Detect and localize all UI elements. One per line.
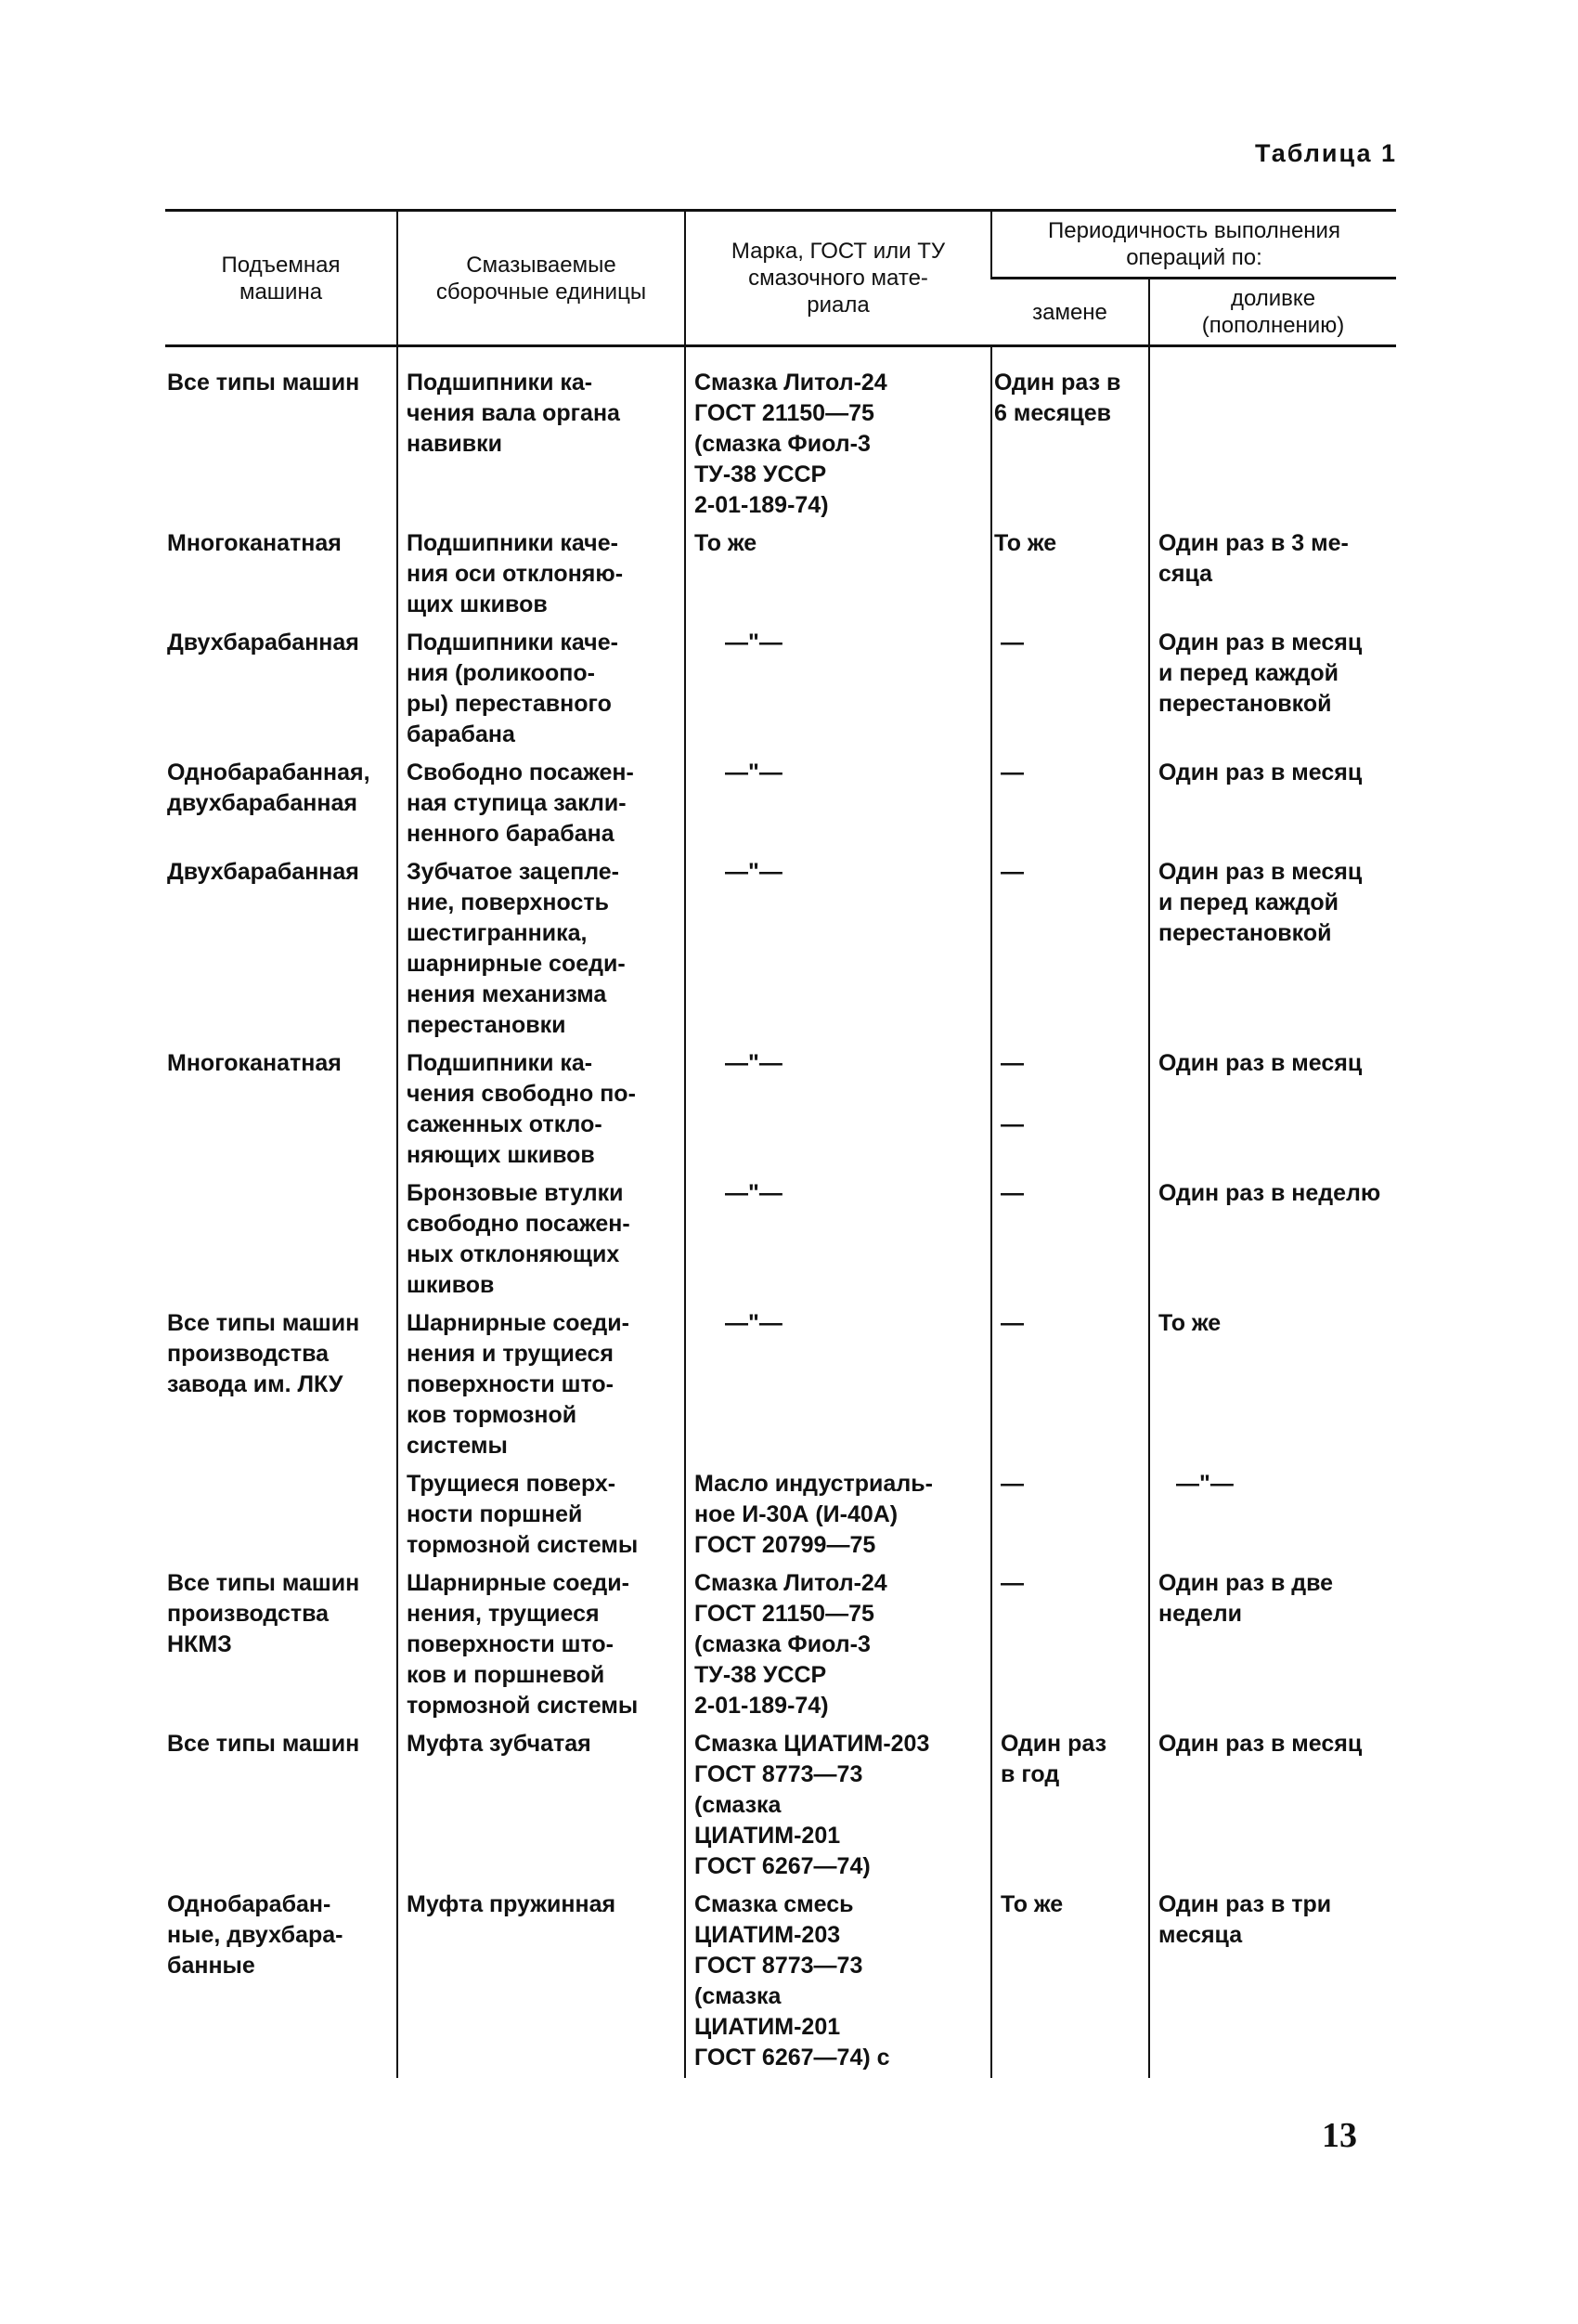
cell-replace: — (991, 1175, 1149, 1305)
cell-machine: Все типы машин производства завода им. ЛКУ (167, 1310, 360, 1397)
cell-replace: — (991, 1565, 1149, 1726)
cell-refill: Один раз в месяц и перед каждой перестановкой (1149, 854, 1396, 1045)
cell-unit: Муфта зубчатая (397, 1726, 685, 1887)
cell-material: —"— (685, 854, 991, 1045)
cell-refill: Один раз в 3 ме- сяца (1149, 526, 1396, 625)
lubrication-table (165, 209, 1396, 2078)
cell-replace: То же (991, 526, 1149, 625)
cell-machine (165, 1466, 397, 1565)
cell-replace: — (991, 854, 1149, 1045)
table-row (165, 346, 1396, 526)
cell-refill: Один раз в месяц (1149, 1045, 1396, 1175)
table-caption: Таблица 1 (1254, 139, 1397, 167)
table-row (165, 1305, 1396, 1466)
header-refill: доливке (пополнению) (1149, 279, 1396, 346)
cell-material: —"— (685, 1305, 991, 1466)
cell-machine: Многоканатная (167, 1050, 342, 1076)
table-row (165, 755, 1396, 854)
table-row (165, 526, 1396, 625)
cell-unit: Подшипники ка- чения вала органа навивки (397, 346, 685, 526)
cell-unit: Зубчатое зацепле- ние, поверхность шестигранника, шарнирные соеди- нения механизма перестановки (397, 854, 685, 1045)
cell-machine: Однобарабан- ные, двухбара- банные (167, 1891, 343, 1979)
cell-replace: Один раз в год (991, 1726, 1149, 1887)
cell-unit: Подшипники ка- чения свободно по- саженных откло- няющих шкивов (397, 1045, 685, 1175)
cell-refill: Один раз в месяц (1149, 1726, 1396, 1887)
cell-refill: —"— (1149, 1466, 1396, 1565)
table-row (165, 1726, 1396, 1887)
cell-machine: Все типы машин производства НКМЗ (167, 1570, 360, 1657)
cell-machine: Двухбарабанная (167, 630, 359, 656)
cell-replace: То же (991, 1887, 1149, 2078)
cell-refill: Один раз в три месяца (1149, 1887, 1396, 2078)
table-row (165, 854, 1396, 1045)
cell-material: Смазка ЦИАТИМ-203 ГОСТ 8773—73 (смазка ЦИАТИМ-201 ГОСТ 6267—74) (685, 1726, 991, 1887)
cell-machine (165, 1175, 397, 1305)
header-period: Периодичность выполнения операций по: (991, 211, 1396, 279)
header-replace: замене (991, 279, 1149, 346)
cell-replace: — (991, 755, 1149, 854)
cell-unit: Свободно посажен- ная ступица закли- ненного барабана (397, 755, 685, 854)
header-units: Смазываемые сборочные единицы (397, 211, 685, 346)
cell-material: Смазка Литол-24 ГОСТ 21150—75 (смазка Фиол-3 ТУ-38 УССР 2-01-189-74) (685, 1565, 991, 1726)
cell-refill: Один раз в две недели (1149, 1565, 1396, 1726)
cell-unit: Муфта пружинная (397, 1887, 685, 2078)
page-number: 13 (1322, 2116, 1357, 2155)
cell-refill: Один раз в месяц и перед каждой перестановкой (1149, 625, 1396, 755)
cell-refill: Один раз в месяц (1149, 755, 1396, 854)
table-row (165, 625, 1396, 755)
cell-replace: — (991, 1305, 1149, 1466)
table-row (165, 1175, 1396, 1305)
header-machine: Подъемная машина (165, 211, 397, 346)
table-row (165, 1045, 1396, 1175)
cell-machine: Двухбарабанная (167, 859, 359, 885)
cell-unit: Подшипники каче- ния оси отклоняю- щих шкивов (397, 526, 685, 625)
header-material: Марка, ГОСТ или ТУ смазочного мате- риала (685, 211, 991, 346)
cell-replace: Один раз в 6 месяцев (991, 346, 1149, 526)
cell-material: —"— (685, 1175, 991, 1305)
cell-replace: — — (991, 1045, 1149, 1175)
cell-unit: Подшипники каче- ния (роликоопо- ры) переставного барабана (397, 625, 685, 755)
cell-unit: Шарнирные соеди- нения и трущиеся поверхности што- ков тормозной системы (397, 1305, 685, 1466)
cell-machine: Многоканатная (167, 530, 342, 556)
cell-unit: Шарнирные соеди- нения, трущиеся поверхности што- ков и поршневой тормозной системы (397, 1565, 685, 1726)
cell-refill (1149, 346, 1396, 526)
cell-material: Смазка смесь ЦИАТИМ-203 ГОСТ 8773—73 (смазка ЦИАТИМ-201 ГОСТ 6267—74) с (685, 1887, 991, 2078)
cell-unit: Бронзовые втулки свободно посажен- ных отклоняющих шкивов (397, 1175, 685, 1305)
cell-refill: То же (1149, 1305, 1396, 1466)
cell-material: —"— (685, 1045, 991, 1175)
cell-unit: Трущиеся поверх- ности поршней тормозной системы (397, 1466, 685, 1565)
cell-material: То же (685, 526, 991, 625)
cell-machine: Все типы машин (167, 1731, 360, 1757)
table-row (165, 1887, 1396, 2078)
cell-material: —"— (685, 625, 991, 755)
cell-machine: Однобарабанная, двухбарабанная (167, 760, 370, 816)
cell-refill: Один раз в неделю (1149, 1175, 1396, 1305)
cell-material: —"— (685, 755, 991, 854)
cell-replace: — (991, 1466, 1149, 1565)
cell-machine: Все типы машин (167, 370, 360, 396)
table-row (165, 1466, 1396, 1565)
cell-material: Смазка Литол-24 ГОСТ 21150—75 (смазка Фиол-3 ТУ-38 УССР 2-01-189-74) (685, 346, 991, 526)
cell-material: Масло индустриаль- ное И-30А (И-40А) ГОСТ 20799—75 (685, 1466, 991, 1565)
table-row (165, 1565, 1396, 1726)
cell-replace: — (991, 625, 1149, 755)
